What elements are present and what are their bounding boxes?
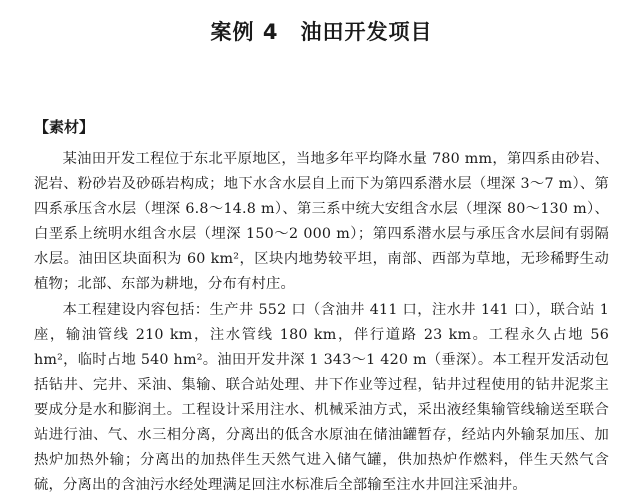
page-title (34, 16, 609, 46)
document-page (0, 16, 643, 502)
title-subject: 油田开发项目 (300, 20, 433, 44)
paragraph-construction-content: 本工程建设内容包括：生产井 552 口（含油井 411 口，注水井 141 口），联合站 1 座，输油管线 210 km，注水管线 180 km，伴行道路 23 km。工程永久占地 56 hm²，临时占地 540 hm²。油田开发井深 1 343～1 420 m（垂深）。本工程开发活动包括钻井、完井、采油、集输、联合站处理、井下作业等过程，钻井过程使用的钻井泥浆主要成分是水和膨润土。工程设计采用注水、机械采油方式，采出液经集输管线输送至联合站进行油、气、水三相分离，分离出的低含水原油在储油罐暂存，经站内外输泵加压、加热炉加热外输；分离出的加热伴生天然气进入储气罐，供加热炉作燃料，伴生天然气含硫，分离出的含油污水经处理满足回注水标准后全部输至注水井回注采油井。 (34, 302, 609, 493)
paragraph-project-overview: 某油田开发工程位于东北平原地区，当地多年平均降水量 780 mm，第四系由砂岩、泥岩、粉砂岩及砂砾岩构成；地下水含水层自上而下为第四系潜水层（埋深 3～7 m）、第四系承压含水层（埋深 6.8～14.8 m）、第三系中统大安组含水层（埋深 80～130 m）、白垩系上统明水组含水层（埋深 150～2 000 m）；第四系潜水层与承压含水层间有弱隔水层。油田区块面积为 60 km²，区块内地势较平坦，南部、西部为草地，无珍稀野生动植物；北部、东部为耕地，分布有村庄。 (34, 151, 609, 292)
title-case-number: 案例 4 (210, 20, 279, 44)
section-heading-material: 【素材】 (34, 118, 95, 136)
